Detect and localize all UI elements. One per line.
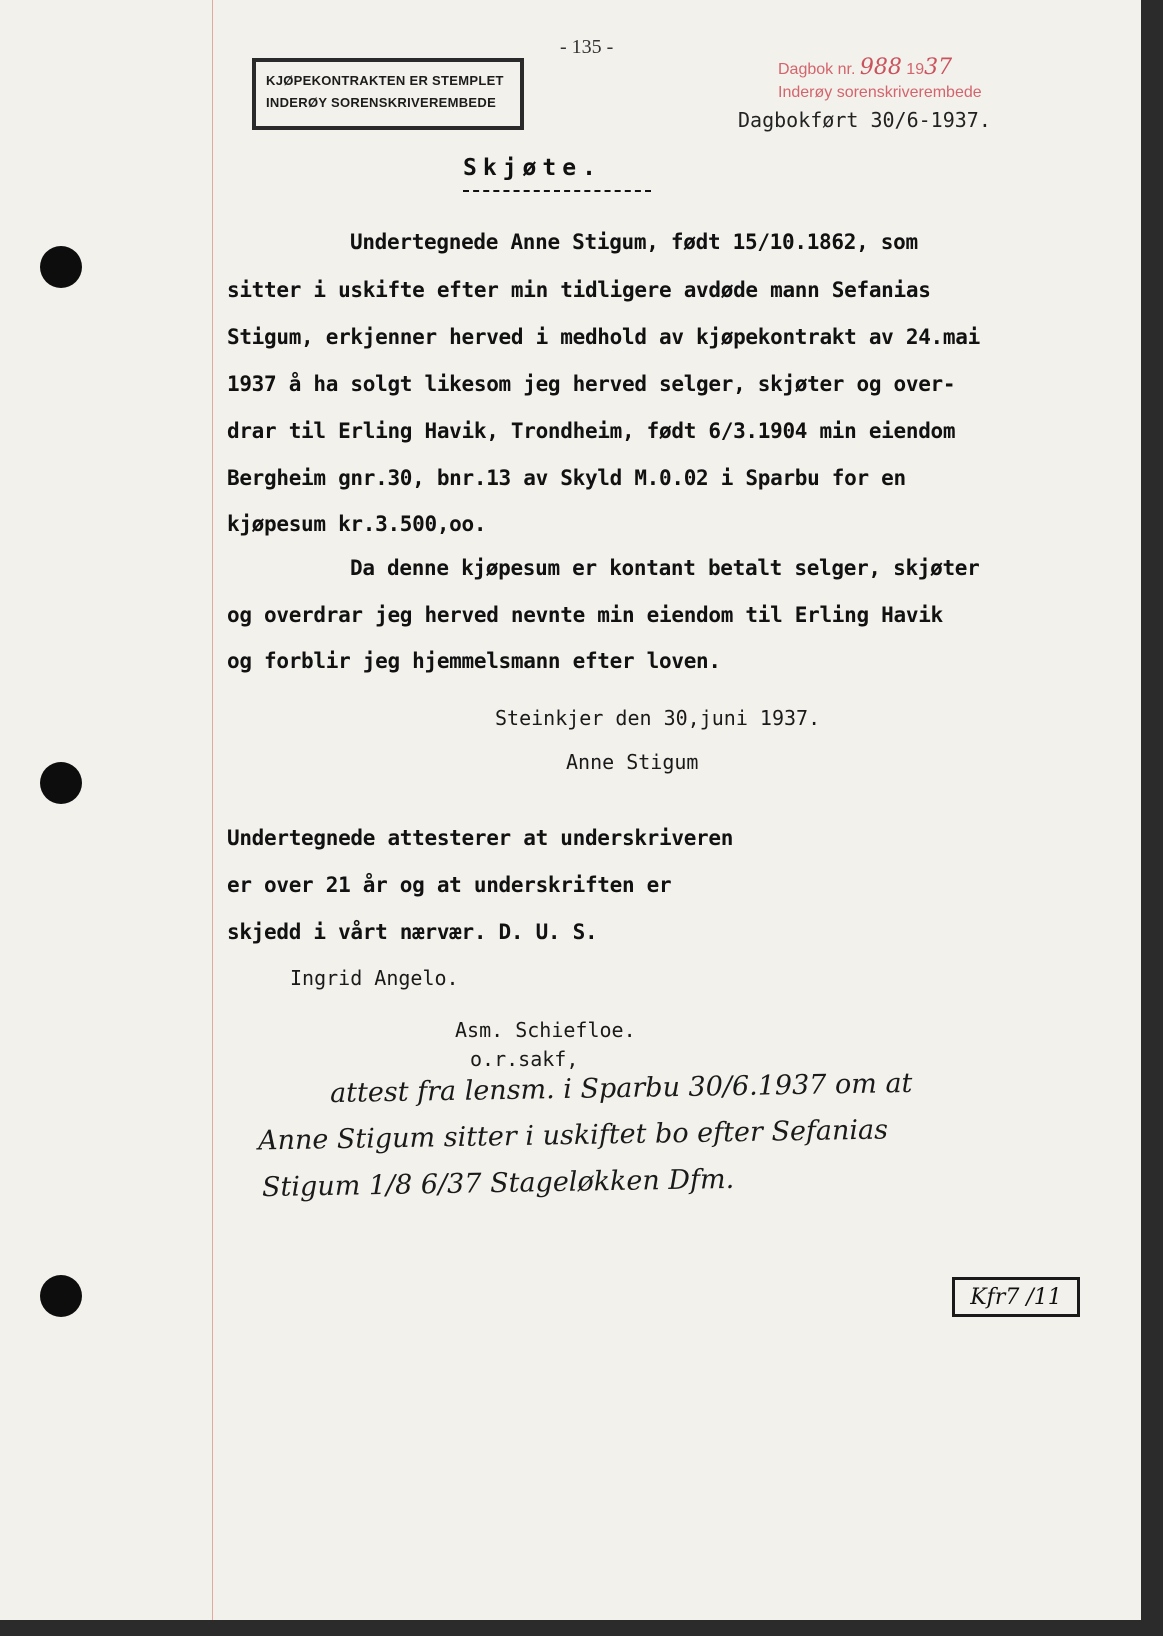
dagbok-year-printed: 19 bbox=[906, 61, 925, 78]
journal-stamp-line bbox=[778, 56, 982, 81]
attestation-line: er over 21 år og at underskriften er bbox=[227, 873, 672, 897]
witness-title: o.r.sakf, bbox=[470, 1047, 579, 1071]
body-line: kjøpesum kr.3.500,oo. bbox=[227, 512, 487, 536]
body-line: Da denne kjøpesum er kontant betalt selger, skjøter bbox=[350, 556, 980, 580]
contract-stamp bbox=[252, 58, 524, 130]
contract-stamp-line: KJØPEKONTRAKTEN ER STEMPLET bbox=[266, 73, 504, 88]
body-line: Undertegnede Anne Stigum, født 15/10.1862, som bbox=[350, 230, 918, 254]
body-line: Stigum, erkjenner herved i medhold av kjøpekontrakt av 24.mai bbox=[227, 325, 980, 349]
body-line: 1937 å ha solgt likesom jeg herved selger, skjøter og over- bbox=[227, 372, 956, 396]
attestation-line: Undertegnede attesterer at underskriveren bbox=[227, 826, 734, 850]
handwritten-note-line: attest fra lensm. i Sparbu 30/6.1937 om at bbox=[329, 1067, 913, 1110]
body-line: og forblir jeg hjemmelsmann efter loven. bbox=[227, 649, 721, 673]
journal-stamp bbox=[778, 56, 982, 104]
witness-name: Asm. Schiefloe. bbox=[455, 1018, 636, 1042]
attestation-line: skjedd i vårt nærvær. D. U. S. bbox=[227, 920, 598, 944]
title-underline bbox=[463, 190, 651, 192]
contract-stamp-line: INDERØY SORENSKRIVEREMBEDE bbox=[266, 95, 497, 110]
witness-name: Ingrid Angelo. bbox=[290, 966, 459, 990]
signer-name: Anne Stigum bbox=[566, 750, 699, 774]
punch-hole bbox=[40, 1275, 82, 1317]
body-line: sitter i uskifte efter min tidligere avdøde mann Sefanias bbox=[227, 278, 931, 302]
kfr-box: Kfr7 /11 bbox=[952, 1277, 1080, 1317]
document-title: Skjøte. bbox=[463, 155, 602, 181]
dagbok-year-hand: 37 bbox=[924, 55, 953, 80]
place-date: Steinkjer den 30,juni 1937. bbox=[495, 706, 821, 730]
handwritten-note-line: Anne Stigum sitter i uskiftet bo efter Sefanias bbox=[257, 1114, 889, 1157]
body-line: Bergheim gnr.30, bnr.13 av Skyld M.0.02 i Sparbu for en bbox=[227, 466, 906, 490]
dagbokfort-line: Dagbokført 30/6-1937. bbox=[738, 108, 991, 132]
body-line: drar til Erling Havik, Trondheim, født 6/3.1904 min eiendom bbox=[227, 419, 956, 443]
punch-hole bbox=[40, 246, 82, 288]
body-line: og overdrar jeg herved nevnte min eiendom til Erling Havik bbox=[227, 603, 943, 627]
handwritten-note-line: Stigum 1/8 6/37 Stageløkken Dfm. bbox=[261, 1163, 735, 1204]
punch-hole bbox=[40, 762, 82, 804]
office-name: Inderøy sorenskriverembede bbox=[778, 84, 982, 101]
dagbok-number: 988 bbox=[859, 55, 902, 80]
dagbok-label: Dagbok nr. bbox=[778, 61, 856, 78]
page-number: - 135 - bbox=[560, 36, 614, 58]
margin-line bbox=[212, 0, 213, 1620]
